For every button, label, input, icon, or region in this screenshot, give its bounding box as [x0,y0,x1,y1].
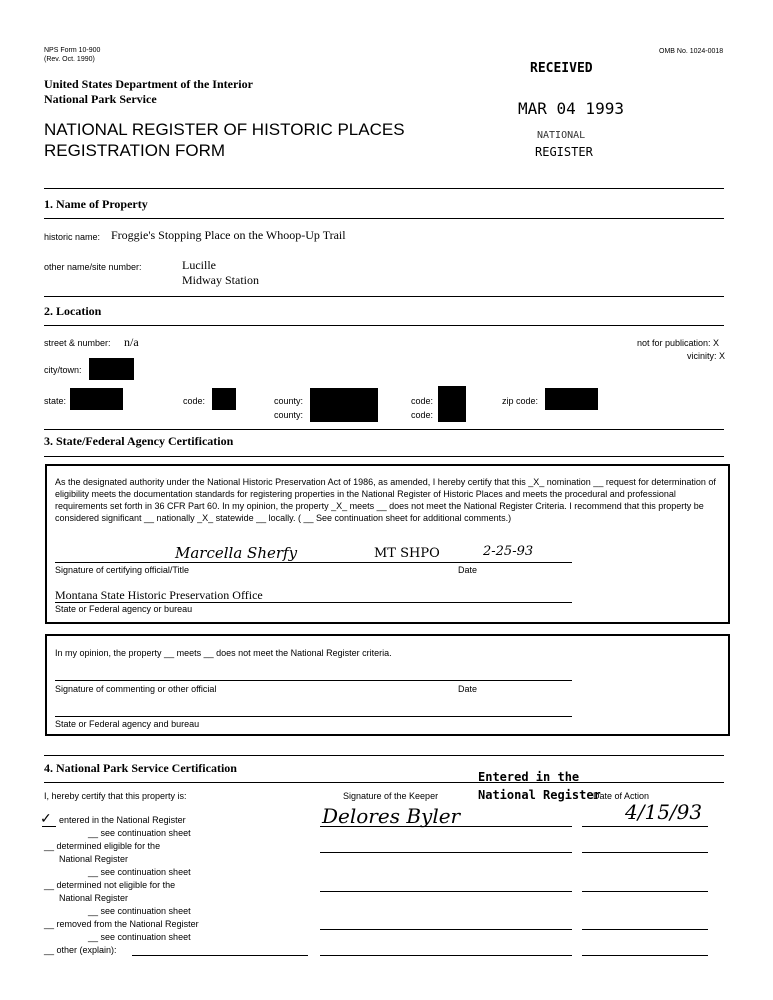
not-for-publication: not for publication: X [637,338,720,348]
action-line [582,826,708,827]
comment-agency-label: State or Federal agency and bureau [55,719,200,729]
action-line [582,852,708,853]
section2-heading: 2. Location [44,304,102,318]
historic-name-label: historic name: [44,232,101,242]
vicinity: vicinity: X [687,351,726,361]
other-explain-line [132,955,308,956]
keeper-line [320,852,572,853]
department-name: United States Department of the Interior [44,77,253,91]
option-entered-continuation: __ see continuation sheet [88,828,191,838]
received-date-stamp: MAR 04 1993 [518,99,624,118]
option-not-eligible: __ determined not eligible for the [44,880,176,890]
divider [44,755,724,756]
state-redaction [70,388,123,410]
other-name-value-2: Midway Station [182,273,259,287]
entered-stamp-line2: National Register [478,788,601,802]
date-of-action-label: Date of Action [593,791,650,801]
form-title-line2: REGISTRATION FORM [44,141,226,160]
option-eligible: __ determined eligible for the [44,841,161,851]
register-stamp: REGISTER [535,145,593,159]
action-date-handwritten: 4/15/93 [625,800,703,824]
keeper-line [320,891,572,892]
code2-redaction [438,386,466,422]
date-label: Date [458,565,478,575]
code-label-2: code: [411,396,434,406]
received-stamp: RECEIVED [530,61,593,76]
street-label: street & number: [44,338,111,348]
comment-signature-label: Signature of commenting or other official [55,684,217,694]
historic-name-value: Froggie's Stopping Place on the Whoop-Up Trail [111,228,346,242]
code-redaction [212,388,236,410]
omb-number: OMB No. 1024-0018 [659,48,724,55]
option-removed-continuation: __ see continuation sheet [88,932,191,942]
keeper-line [320,955,572,956]
section4-heading: 4. National Park Service Certification [44,761,237,775]
other-name-value-1: Lucille [182,258,216,272]
zip-redaction [545,388,598,410]
comment-signature-line [55,680,572,681]
section1-heading: 1. Name of Property [44,197,148,211]
action-line [582,929,708,930]
divider [44,325,724,326]
divider [44,218,724,219]
option-other: __ other (explain): [44,945,117,955]
state-label: state: [44,396,67,406]
option-eligible-line2: National Register [59,854,129,864]
other-name-label: other name/site number: [44,262,142,272]
code-label: code: [183,396,206,406]
county-label: county: [274,396,304,406]
street-value: n/a [124,335,139,349]
option-not-eligible-line2: National Register [59,893,129,903]
divider [44,456,724,457]
keeper-line [320,929,572,930]
form-revision: (Rev. Oct. 1990) [44,56,95,63]
county-redaction [310,388,378,422]
county-label-2: county: [274,410,304,420]
divider [44,782,724,783]
action-line [582,891,708,892]
form-title-line1: NATIONAL REGISTER OF HISTORIC PLACES [44,120,405,139]
option-not-eligible-continuation: __ see continuation sheet [88,906,191,916]
certifying-title-handwritten: MT SHPO [374,546,440,561]
certifying-signature: Marcella Sherfy [175,544,298,562]
keeper-signature: Delores Byler [322,804,461,828]
section3-heading: 3. State/Federal Agency Certification [44,434,234,448]
option-removed: __ removed from the National Register [44,919,199,929]
entered-blank [42,826,56,827]
keeper-line [320,826,572,827]
city-redaction [89,358,134,380]
certify-label: I, hereby certify that this property is: [44,791,187,801]
agency-label: State or Federal agency or bureau [55,604,193,614]
signature-line [55,562,572,563]
national-stamp: NATIONAL [537,130,586,141]
state-certification-box [45,464,730,624]
option-eligible-continuation: __ see continuation sheet [88,867,191,877]
agency-name: National Park Service [44,92,157,106]
keeper-label: Signature of the Keeper [343,791,439,801]
form-number: NPS Form 10-900 [44,47,101,54]
comment-box [45,634,730,736]
divider [44,429,724,430]
comment-agency-line [55,716,572,717]
option-entered: entered in the National Register [59,815,186,825]
agency-line [55,602,572,603]
action-line [582,955,708,956]
divider [44,188,724,189]
certifying-date-handwritten: 2-25-93 [483,544,534,559]
code-label-3: code: [411,410,434,420]
opinion-text: In my opinion, the property __ meets __ does not meet the National Register criteria. [55,648,392,658]
agency-value: Montana State Historic Preservation Office [55,588,263,602]
signature-label: Signature of certifying official/Title [55,565,190,575]
city-label: city/town: [44,365,82,375]
divider [44,296,724,297]
comment-date-label: Date [458,684,478,694]
entered-stamp-line1: Entered in the [478,770,580,784]
certification-text: As the designated authority under the National Historic Preservation Act of 1986, as amended, I hereby certify that this _X_ nomination __ request for determination of eligibility meets the documentation standards for registering properties in the National Register of Historic Places and meets the procedural and professional requirements set forth in 36 CFR Part 60. In my opinion, the property _X_ meets __ does not meet the National Register Criteria. I recommend that this property be considered significant __ nationally _X_ statewide __ locally. ( __ See continuation sheet for additional comments.) [55,477,716,523]
check-mark-icon: ✓ [40,810,52,826]
zip-label: zip code: [502,396,539,406]
